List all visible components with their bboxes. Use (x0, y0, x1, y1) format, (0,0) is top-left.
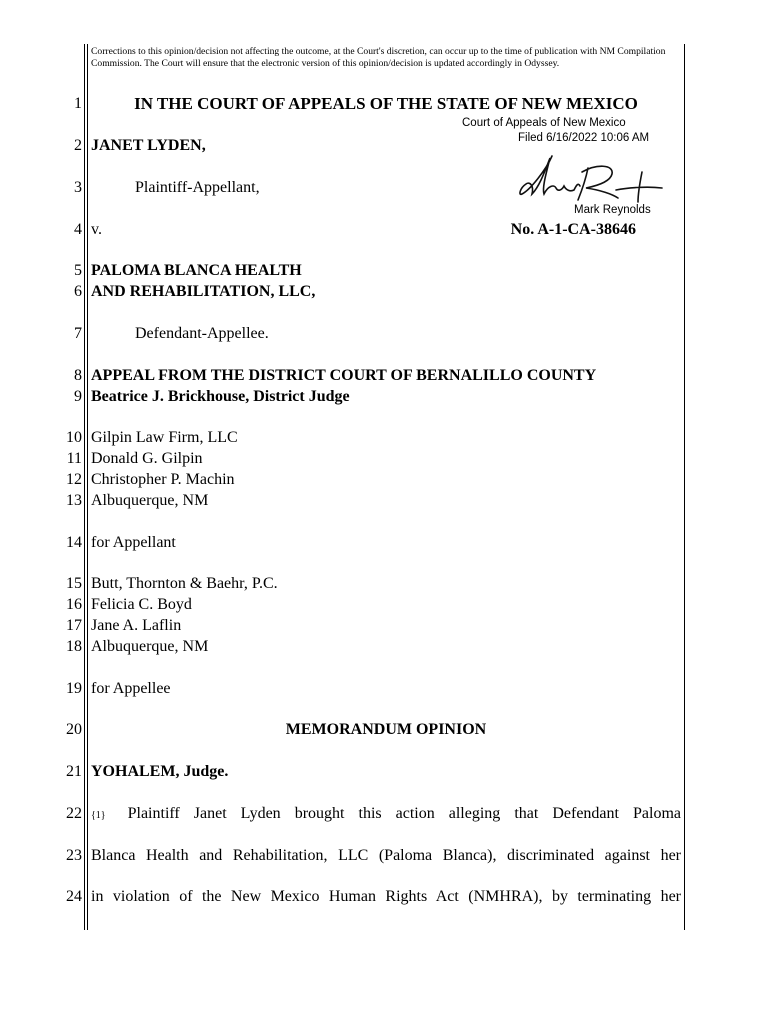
defendant-name-line2: AND REHABILITATION, LLC, (91, 283, 316, 300)
paragraph-number: {1} (91, 810, 106, 821)
line-number: 7 (74, 325, 82, 342)
line-number: 12 (66, 471, 82, 488)
line-number: 11 (66, 450, 82, 467)
line-number: 5 (74, 262, 82, 279)
defendant-role: Defendant-Appellee. (135, 325, 269, 342)
line-number: 10 (66, 429, 82, 446)
opinion-heading: MEMORANDUM OPINION (285, 721, 487, 738)
plaintiff-name: JANET LYDEN, (91, 137, 206, 154)
line-number: 24 (66, 888, 82, 905)
district-judge: Beatrice J. Brickhouse, District Judge (91, 388, 350, 405)
body-line-2: Blanca Health and Rehabilitation, LLC (Paloma Blanca), discriminated against her (91, 847, 681, 864)
versus: v. (91, 221, 102, 238)
appellee-counsel-line: Felicia C. Boyd (91, 596, 192, 613)
line-number: 23 (66, 847, 82, 864)
line-number: 18 (66, 638, 82, 655)
court-title: IN THE COURT OF APPEALS OF THE STATE OF NEW MEXICO (134, 94, 638, 113)
line-number: 13 (66, 492, 82, 509)
body-line-3: in violation of the New Mexico Human Rights Act (NMHRA), by terminating her (91, 888, 681, 905)
body-line-text: Plaintiff Janet Lyden brought this action alleging that Defendant Paloma (127, 805, 681, 822)
left-margin-rule (84, 44, 85, 930)
left-margin-rule-inner (87, 44, 88, 930)
appellant-counsel-line: Christopher P. Machin (91, 471, 235, 488)
line-number: 20 (66, 721, 82, 738)
plaintiff-role: Plaintiff-Appellant, (135, 179, 260, 196)
appellee-counsel-line: Albuquerque, NM (91, 638, 209, 655)
line-number: 15 (66, 575, 82, 592)
line-number: 17 (66, 617, 82, 634)
stamp-court: Court of Appeals of New Mexico (462, 117, 626, 129)
line-number: 8 (74, 367, 82, 384)
for-appellant: for Appellant (91, 534, 176, 551)
appellee-counsel-line: Butt, Thornton & Baehr, P.C. (91, 575, 278, 592)
stamp-signer: Mark Reynolds (574, 204, 651, 216)
defendant-name-line1: PALOMA BLANCA HEALTH (91, 262, 302, 279)
signature-image (516, 150, 666, 206)
line-number: 19 (66, 680, 82, 697)
appellant-counsel-line: Gilpin Law Firm, LLC (91, 429, 238, 446)
line-number: 3 (74, 179, 82, 196)
line-number: 4 (74, 221, 82, 238)
body-line-1 (91, 804, 681, 826)
stamp-filed: Filed 6/16/2022 10:06 AM (518, 132, 650, 144)
line-number: 16 (66, 596, 82, 613)
case-number: No. A-1-CA-38646 (510, 221, 636, 238)
for-appellee: for Appellee (91, 680, 171, 697)
author-judge: YOHALEM, Judge. (91, 763, 229, 780)
appellant-counsel-line: Albuquerque, NM (91, 492, 209, 509)
line-number: 1 (74, 95, 82, 112)
line-number: 6 (74, 283, 82, 300)
appeal-from: APPEAL FROM THE DISTRICT COURT OF BERNALILLO COUNTY (91, 367, 597, 384)
line-number: 9 (74, 388, 82, 405)
corrections-notice: Corrections to this opinion/decision not affecting the outcome, at the Court's discretion, can occur up to the time of publication with NM Compilation Commission. The Court will ensure that the electronic version of this opinion/decision is updated accordingly in Odyssey. (91, 46, 666, 69)
line-number: 14 (66, 534, 82, 551)
right-margin-rule (684, 44, 685, 930)
line-number: 2 (74, 137, 82, 154)
appellee-counsel-line: Jane A. Laflin (91, 617, 182, 634)
appellant-counsel-line: Donald G. Gilpin (91, 450, 203, 467)
line-number: 22 (66, 805, 82, 822)
line-number: 21 (66, 763, 82, 780)
